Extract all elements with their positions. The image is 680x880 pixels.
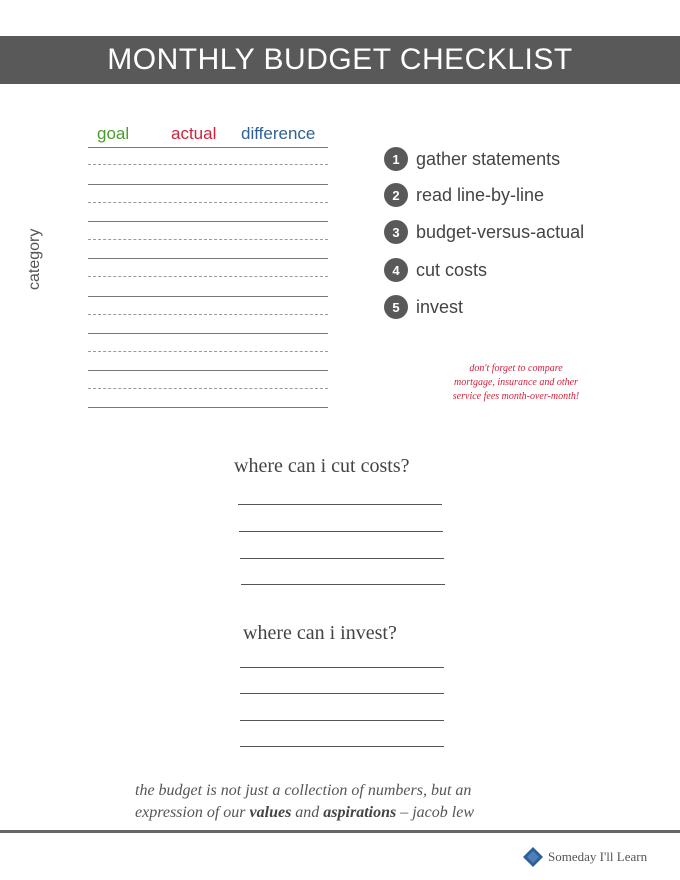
step-label: cut costs <box>416 259 488 280</box>
page-title: MONTHLY BUDGET CHECKLIST <box>107 43 573 76</box>
diamond-logo-icon <box>522 846 544 868</box>
row-divider <box>88 333 328 334</box>
quote-emphasis: values <box>249 804 292 821</box>
quote-text: and <box>291 804 324 821</box>
reminder-note <box>416 362 616 404</box>
question-invest: where can i invest? <box>243 622 397 644</box>
step-label: invest <box>416 296 464 317</box>
quote-text: expression of our <box>135 804 250 821</box>
answer-line[interactable] <box>240 667 444 668</box>
category-rows <box>0 0 680 420</box>
step-item[interactable] <box>384 295 463 319</box>
header-rule <box>88 147 328 148</box>
column-header-actual: actual <box>171 124 217 143</box>
entry-row-dashed[interactable] <box>88 276 328 277</box>
row-divider <box>88 370 328 371</box>
answer-line[interactable] <box>241 584 445 585</box>
entry-row-dashed[interactable] <box>88 164 328 165</box>
step-item[interactable] <box>384 220 584 244</box>
quote-attribution: – jacob lew <box>396 804 474 821</box>
question-cut-costs: where can i cut costs? <box>234 455 410 477</box>
answer-line[interactable] <box>240 693 444 694</box>
entry-row-dashed[interactable] <box>88 314 328 315</box>
quote <box>135 780 595 824</box>
row-divider <box>88 296 328 297</box>
column-header-goal: goal <box>97 124 130 143</box>
quote-line-1: the budget is not just a collection of numbers, but an <box>135 782 472 799</box>
step-number-badge: 4 <box>384 258 408 282</box>
entry-row-dashed[interactable] <box>88 202 328 203</box>
step-number-badge: 3 <box>384 220 408 244</box>
answer-line[interactable] <box>240 746 444 747</box>
reminder-line: don't forget to compare <box>469 363 563 374</box>
reminder-line: mortgage, insurance and other <box>454 377 578 388</box>
step-label: read line-by-line <box>416 184 545 205</box>
brand-name: Someday I'll Learn <box>548 849 648 864</box>
quote-emphasis: aspirations <box>323 804 397 821</box>
entry-row-dashed[interactable] <box>88 351 328 352</box>
step-item[interactable] <box>384 147 560 171</box>
row-divider <box>88 407 328 408</box>
step-label: gather statements <box>416 148 561 169</box>
answer-line[interactable] <box>240 720 444 721</box>
step-label: budget-versus-actual <box>416 221 585 242</box>
column-header-difference: difference <box>241 124 316 143</box>
step-item[interactable] <box>384 258 487 282</box>
quote-line-2 <box>135 802 595 824</box>
step-number-badge: 1 <box>384 147 408 171</box>
entry-row-dashed[interactable] <box>88 388 328 389</box>
answer-line[interactable] <box>238 504 442 505</box>
answer-line[interactable] <box>240 558 444 559</box>
row-divider <box>88 184 328 185</box>
answer-line[interactable] <box>239 531 443 532</box>
category-label: category <box>26 228 43 290</box>
step-number-badge: 5 <box>384 295 408 319</box>
brand-logo[interactable] <box>522 846 647 868</box>
row-divider <box>88 258 328 259</box>
footer-divider <box>0 830 680 833</box>
step-item[interactable] <box>384 183 544 207</box>
row-divider <box>88 221 328 222</box>
entry-row-dashed[interactable] <box>88 239 328 240</box>
step-number-badge: 2 <box>384 183 408 207</box>
reminder-line: service fees month-over-month! <box>452 391 580 402</box>
